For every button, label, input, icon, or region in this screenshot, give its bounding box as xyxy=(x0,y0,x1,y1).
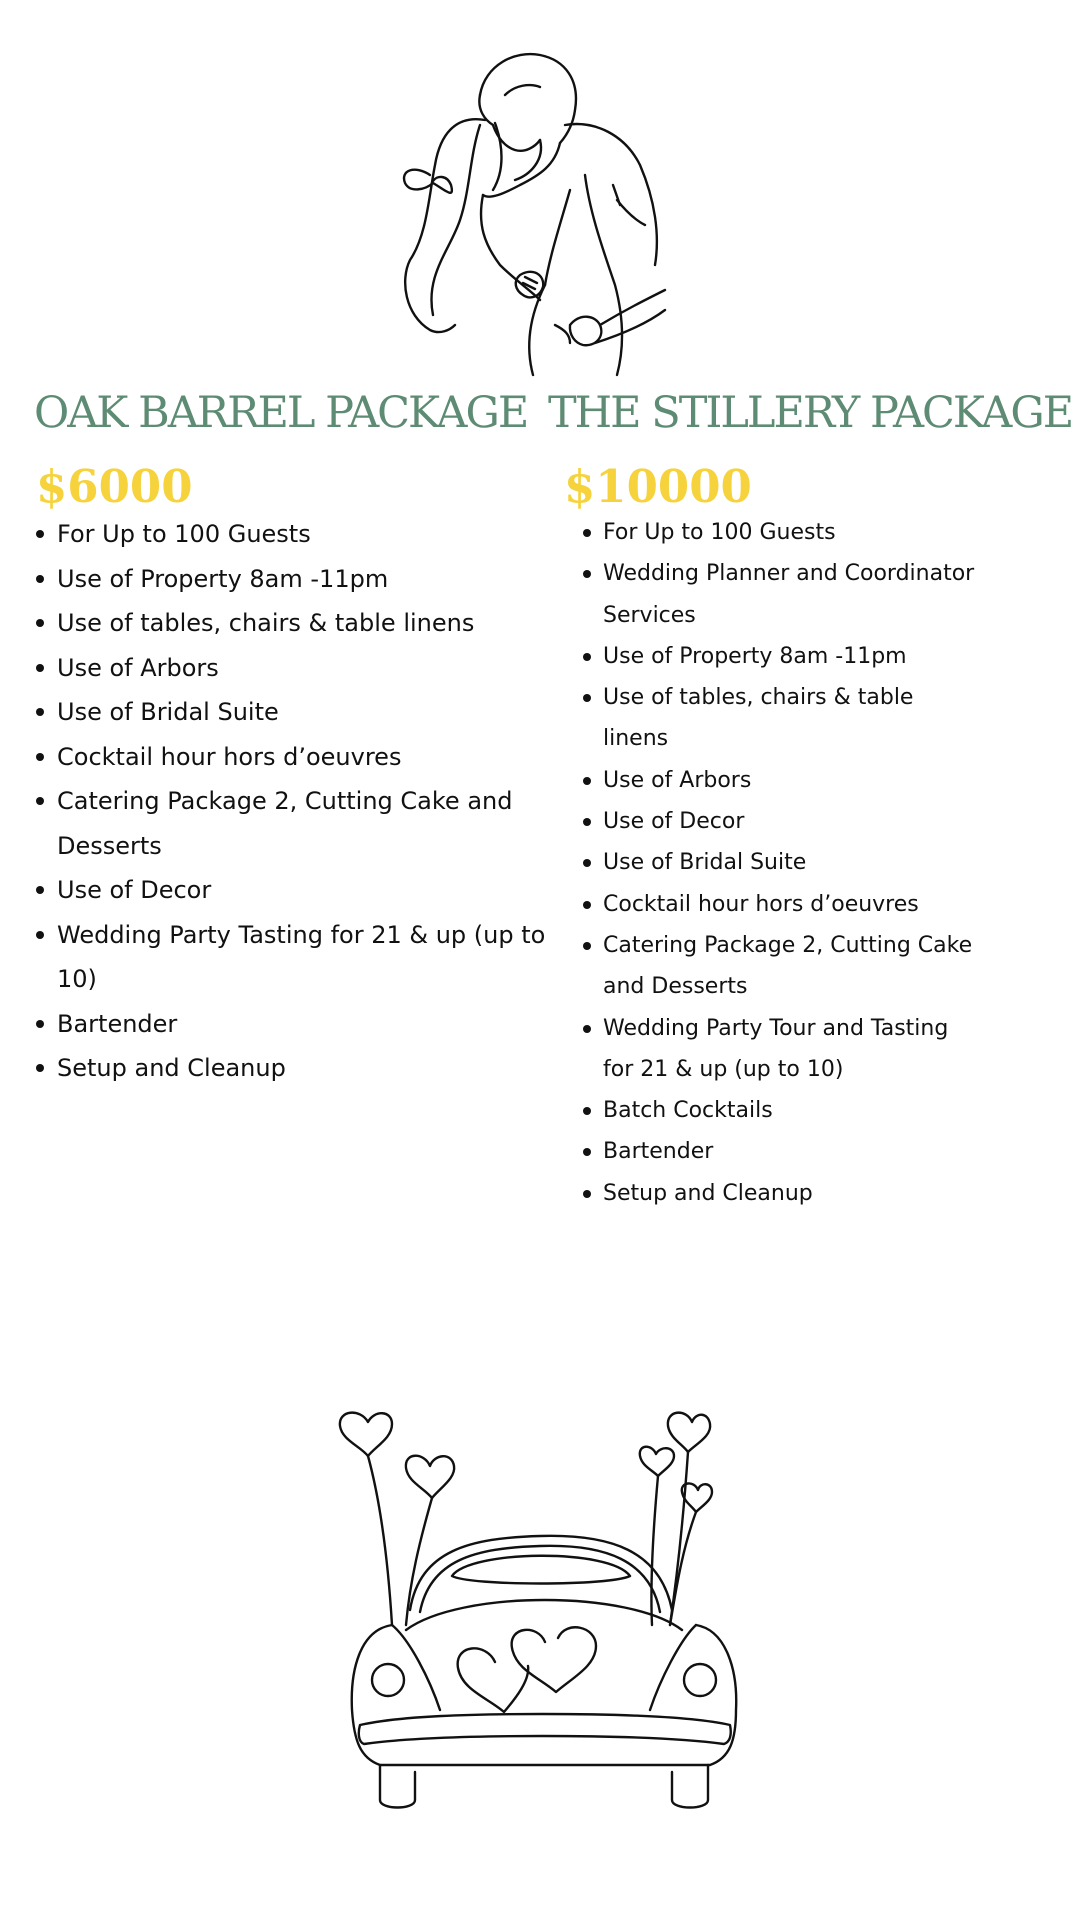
list-item: Use of Decor xyxy=(57,868,557,913)
oak-barrel-title: OAK BARREL PACKAGE xyxy=(34,388,528,438)
list-item: Setup and Cleanup xyxy=(603,1173,983,1214)
list-item: Use of Property 8am -11pm xyxy=(603,636,983,677)
oak-barrel-feature-list xyxy=(57,512,557,1091)
stillery-price: $10000 xyxy=(564,460,752,513)
couple-illustration xyxy=(355,25,735,395)
bride-bow xyxy=(404,170,452,193)
car-headlight xyxy=(372,1664,404,1696)
list-item: For Up to 100 Guests xyxy=(603,512,983,553)
hood-heart xyxy=(458,1648,529,1712)
list-item: Use of Property 8am -11pm xyxy=(57,557,557,602)
list-item: Use of Bridal Suite xyxy=(57,690,557,735)
heart-balloon xyxy=(668,1413,710,1452)
heart-balloon xyxy=(340,1413,392,1456)
list-item: Catering Package 2, Cutting Cake and Desserts xyxy=(603,925,983,1008)
list-item: Use of tables, chairs & table linens xyxy=(603,677,983,760)
list-item: Wedding Party Tasting for 21 & up (up to 10) xyxy=(57,913,557,1002)
list-item: Wedding Planner and Coordinator Services xyxy=(603,553,983,636)
groom-face xyxy=(479,95,540,151)
list-item: Use of tables, chairs & table linens xyxy=(57,601,557,646)
heart-balloon xyxy=(640,1447,674,1476)
car-bumper xyxy=(359,1714,731,1744)
list-item: Cocktail hour hors d’oeuvres xyxy=(57,735,557,780)
car-windshield xyxy=(452,1556,630,1584)
list-item: Use of Decor xyxy=(603,801,983,842)
list-item: Catering Package 2, Cutting Cake and Desserts xyxy=(57,779,557,868)
list-item: Bartender xyxy=(603,1131,983,1172)
wedding-car-illustration xyxy=(320,1380,770,1830)
oak-barrel-price: $6000 xyxy=(36,460,193,513)
stillery-title: THE STILLERY PACKAGE xyxy=(548,388,1073,438)
list-item: Setup and Cleanup xyxy=(57,1046,557,1091)
list-item: Bartender xyxy=(57,1002,557,1047)
heart-balloon xyxy=(406,1456,454,1498)
list-item: Cocktail hour hors d’oeuvres xyxy=(603,884,983,925)
list-item: Use of Bridal Suite xyxy=(603,842,983,883)
stillery-feature-list xyxy=(603,512,983,1214)
list-item: Use of Arbors xyxy=(57,646,557,691)
list-item: For Up to 100 Guests xyxy=(57,512,557,557)
list-item: Batch Cocktails xyxy=(603,1090,983,1131)
list-item: Use of Arbors xyxy=(603,760,983,801)
list-item: Wedding Party Tour and Tasting for 21 & up (up to 10) xyxy=(603,1008,983,1091)
car-headlight xyxy=(684,1664,716,1696)
